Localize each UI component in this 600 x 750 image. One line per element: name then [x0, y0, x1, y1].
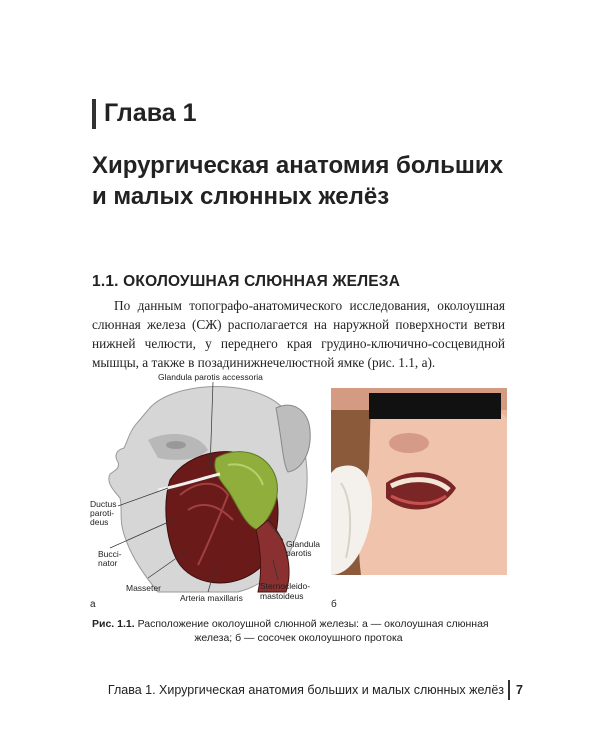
caption-text-line2: железа; б — сосочек околоушного протока: [194, 632, 403, 644]
chapter-title-line1: Хирургическая анатомия больших: [92, 152, 504, 179]
clinical-photo: [331, 388, 507, 575]
figure-1-1: [88, 370, 508, 615]
chapter-marker-bar: [92, 99, 96, 129]
label-buccinator-2: nator: [98, 558, 118, 568]
label-ductus-1: Ductus: [90, 499, 117, 509]
page-number: 7: [516, 683, 523, 697]
label-glandula-parotis-accessoria: Glandula parotis accessoria: [158, 372, 263, 382]
running-footer: Глава 1. Хирургическая анатомия больших и малых слюнных желёз: [107, 683, 504, 697]
figure-letter-a: а: [90, 599, 96, 610]
body-paragraph: По данным топографо-анатомического исследования, околоушная слюнная железа (СЖ) располагается на наружной поверхности ветви нижней челюсти, у переднего края грудино-ключично-сосцевидной мышцы, а также в позадинижнечелюстной ямке (рис. 1.1, а).: [92, 298, 505, 370]
chapter-title-line2: и малых слюнных желёз: [92, 183, 390, 210]
label-sternocleidomastoideus-1: Sternocleido-: [260, 581, 311, 591]
label-ductus-2: paroti-: [90, 508, 115, 518]
anatomy-illustration: [88, 370, 326, 610]
chapter-label: Глава 1: [104, 99, 197, 127]
label-sternocleidomastoideus-2: mastoideus: [260, 591, 304, 601]
section-title: 1.1. ОКОЛОУШНАЯ СЛЮННАЯ ЖЕЛЕЗА: [92, 273, 401, 290]
label-ductus-3: deus: [90, 517, 109, 527]
label-glandula-parotis-2: parotis: [286, 548, 312, 558]
footer-divider: [508, 680, 510, 700]
label-arteria-maxillaris: Arteria maxillaris: [180, 593, 243, 603]
label-buccinator-1: Bucci-: [98, 549, 122, 559]
label-glandula-parotis-1: Glandula: [286, 539, 321, 549]
figure-letter-b: б: [331, 599, 337, 610]
figure-caption: [92, 617, 505, 645]
chapter-title: [92, 150, 532, 212]
caption-text-line1: Расположение околоушной слюнной железы: а — околоушная слюнная: [137, 618, 489, 630]
label-masseter: Masseter: [126, 583, 161, 593]
caption-label: Рис. 1.1.: [92, 618, 135, 630]
